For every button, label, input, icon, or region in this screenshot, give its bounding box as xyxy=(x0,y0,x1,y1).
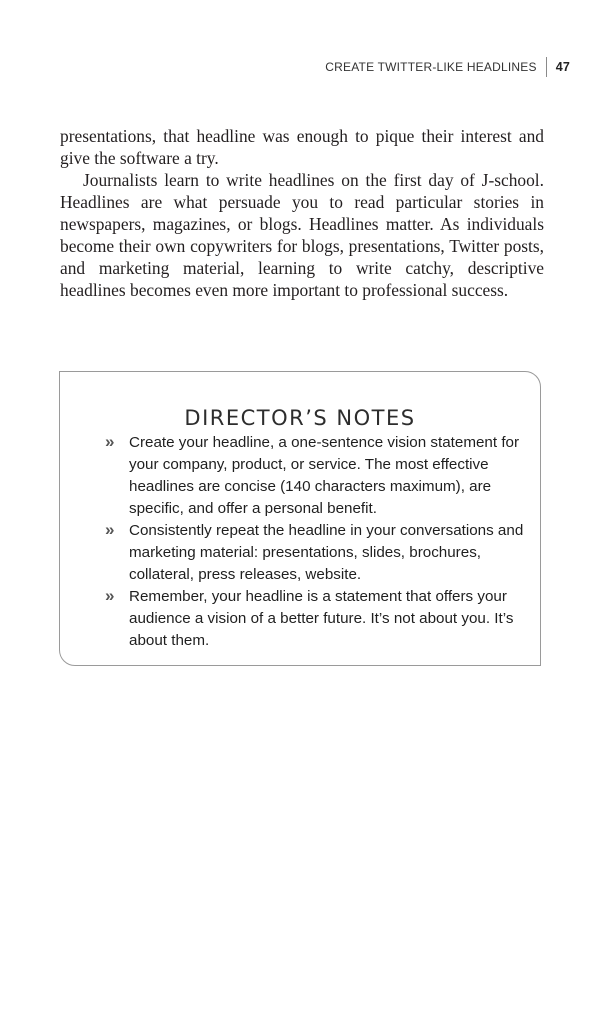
double-chevron-bullet-icon: » xyxy=(105,432,115,451)
directors-notes-list xyxy=(105,432,525,652)
directors-notes-title: DIRECTOR’S NOTES xyxy=(184,406,416,431)
body-paragraph: Journalists learn to write headlines on the first day of J-school. Headlines are what persuade you to read particular stories in newspapers, magazines, or blogs. Headlines matter. As individuals become their own copywriters for blogs, presentations, Twitter posts, and marketing material, learning to write catchy, descriptive headlines becomes even more important to professional success. xyxy=(60,170,544,300)
double-chevron-bullet-icon: » xyxy=(105,586,115,605)
list-item-text: Remember, your headline is a statement that offers your audience a vision of a better future. It’s not about you. It’s about them. xyxy=(129,588,514,649)
double-chevron-bullet-icon: » xyxy=(105,520,115,539)
list-item-text: Consistently repeat the headline in your conversations and marketing material: presentations, slides, brochures, collateral, press releases, website. xyxy=(129,522,524,583)
directors-notes-box xyxy=(59,371,541,666)
list-item xyxy=(105,432,525,520)
body-text xyxy=(60,125,544,301)
running-head xyxy=(325,56,570,78)
body-paragraph-continued: presentations, that headline was enough to pique their interest and give the software a try. xyxy=(60,126,544,168)
list-item xyxy=(105,586,525,652)
list-item xyxy=(105,520,525,586)
page-number: 47 xyxy=(555,60,570,74)
list-item-text: Create your headline, a one-sentence vision statement for your company, product, or service. The most effective headlines are concise (140 characters maximum), are specific, and offer a personal benefit. xyxy=(129,434,520,517)
running-head-title: CREATE TWITTER-LIKE HEADLINES xyxy=(325,60,537,74)
